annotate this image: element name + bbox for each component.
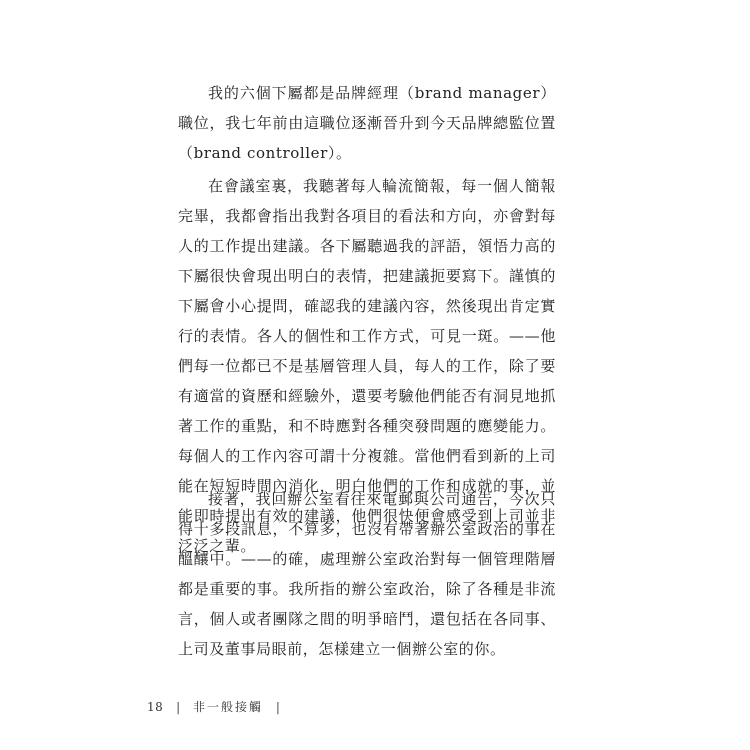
footer-separator-right: | [275, 700, 280, 714]
page-footer [147, 699, 289, 715]
body-paragraph-1: 我的六個下屬都是品牌經理（brand manager）職位，我七年前由這職位逐漸晉升到今天品牌總監位置（brand controller）。 [178, 84, 556, 162]
body-paragraph-2: 在會議室裏，我聽著每人輪流簡報，每一個人簡報完畢，我都會指出我對各項目的看法和方向，亦會對每人的工作提出建議。各下屬聽過我的評語，領悟力高的下屬很快會現出明白的表情，把建議扼要寫下。謹慎的下屬會小心提問，確認我的建議內容，然後現出肯定實行的表情。各人的個性和工作方式，可見一斑。——他們每一位都已不是基層管理人員，每人的工作，除了要有適當的資歷和經驗外，還要考驗他們能否有洞見地抓著工作的重點，和不時應對各種突發問題的應變能力。每個人的工作內容可謂十分複雜。當他們看到新的上司能在短短時間內消化，明白他們的工作和成就的事，並能即時提出有效的建議，他們很快便會感受到上司並非泛泛之輩。 [178, 177, 556, 555]
page-number: 18 [147, 700, 164, 714]
running-title: 非一般接觸 [192, 700, 263, 714]
body-paragraph-3: 接著，我回辦公室看往來電郵與公司通告，今次只得十多段訊息，不算多，也沒有帶著辦公室政治的事在醞釀中。——的確，處理辦公室政治對每一個管理階層都是重要的事。我所指的辦公室政治，除了各種是非流言，個人或者團隊之間的明爭暗鬥，還包括在各同事、上司及董事局眼前，怎樣建立一個辦公室的你。 [178, 490, 556, 658]
footer-separator-left: | [176, 700, 181, 714]
